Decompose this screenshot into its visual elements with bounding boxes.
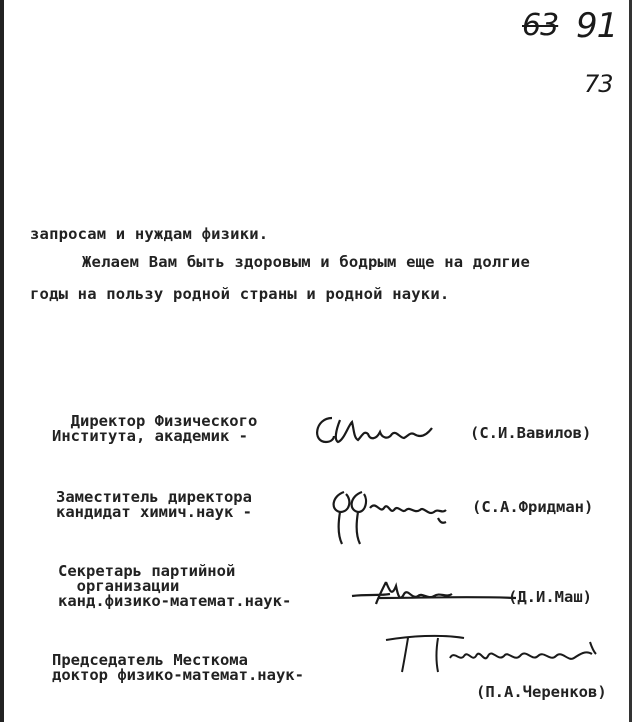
signatory-name: (П.А.Черенков) (476, 683, 607, 701)
cherenkov-signature (380, 628, 620, 680)
mash-signature (348, 574, 518, 610)
signatory-title: Заместитель директора кандидат химич.наук - (56, 488, 252, 521)
corrected-page-number: 91 (576, 6, 618, 46)
signatory-name: (С.И.Вавилов) (470, 424, 592, 442)
signatory-name: (Д.И.Маш) (508, 588, 592, 606)
body-line-1: запросам и нуждам физики. (30, 225, 269, 243)
signatory-title: Секретарь партийной организации канд.физико-математ.наук- (58, 562, 292, 610)
archive-page-number: 73 (584, 70, 613, 98)
fridman-signature (326, 486, 456, 548)
body-line-2: Желаем Вам быть здоровым и бодрым еще на долгие (82, 253, 530, 271)
signatory-title: Директор Физического Института, академик - (52, 412, 258, 445)
signatory-name: (С.А.Фридман) (472, 498, 594, 516)
body-line-3: годы на пользу родной страны и родной науки. (30, 285, 450, 303)
scan-edge-left (0, 0, 4, 722)
signatory-title: Председатель Месткома доктор физико-математ.наук- (52, 651, 304, 684)
vavilov-signature (310, 410, 450, 450)
struck-page-number: 63 (522, 8, 559, 43)
